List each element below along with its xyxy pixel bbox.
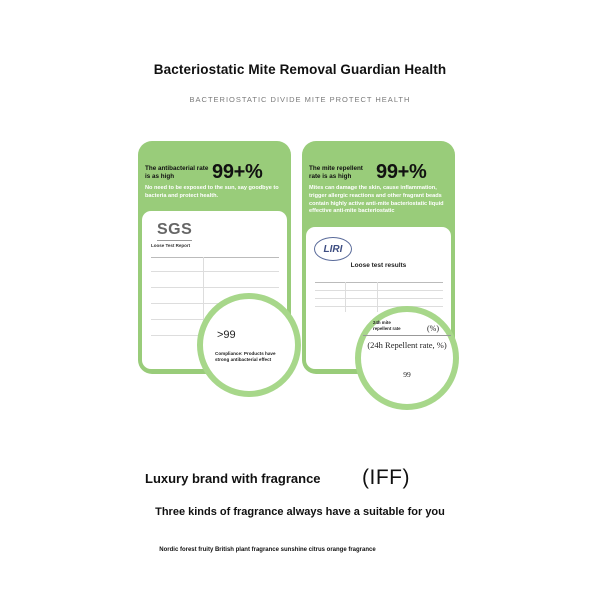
sgs-logo: SGS (157, 221, 192, 241)
mite-description: Mites can damage the skin, cause inflammation, trigger allergic reactions and other fragrant beads contain highly active anti-mite bacteriostatic liquid effective anti-mite bacteriostatic (309, 185, 444, 215)
mite-zoom-unit: (%) (427, 324, 439, 333)
mite-zoom-divider (363, 335, 451, 336)
mite-rate-label: The mite repellent rate is as high (309, 164, 363, 180)
page-subtitle: BACTERIOSTATIC DIVIDE MITE PROTECT HEALTH (189, 95, 411, 104)
mite-zoom-heading: (24h Repellent rate, %) (367, 340, 447, 350)
liri-logo: LIRI (314, 237, 352, 261)
antibacterial-rate-row (145, 161, 285, 184)
mite-rate-row (309, 161, 449, 184)
mite-rate-value: 99+% (376, 161, 427, 183)
report-heading: Loose test results (350, 262, 407, 269)
iff-label: (IFF) (362, 466, 410, 489)
luxury-heading: Luxury brand with fragrance (145, 471, 321, 486)
antibacterial-description: No need to be exposed to the sun, say goodbye to bacteria and protect health. (145, 185, 279, 199)
antibacterial-rate-label: The antibacterial rate is as high (145, 164, 209, 180)
mite-zoom-value: 99 (403, 370, 411, 379)
antibacterial-rate-value: 99+% (212, 161, 263, 183)
antibacterial-zoom-circle (197, 293, 301, 397)
mite-zoom-label: 24h mite repellent rate (373, 320, 401, 331)
report-label: Loose Test Report (151, 243, 191, 248)
antibacterial-zoom-text: Compliance: Products have strong antibacterial effect (215, 351, 276, 362)
page-title: Bacteriostatic Mite Removal Guardian Health (153, 62, 447, 77)
mite-zoom-circle (355, 306, 459, 410)
fragrance-kinds: Nordic forest fruity British plant fragrance sunshine citrus orange fragrance (159, 547, 376, 553)
antibacterial-zoom-number: >99 (217, 329, 236, 341)
fragrance-tagline: Three kinds of fragrance always have a suitable for you (155, 506, 445, 518)
report-meta (151, 243, 279, 249)
